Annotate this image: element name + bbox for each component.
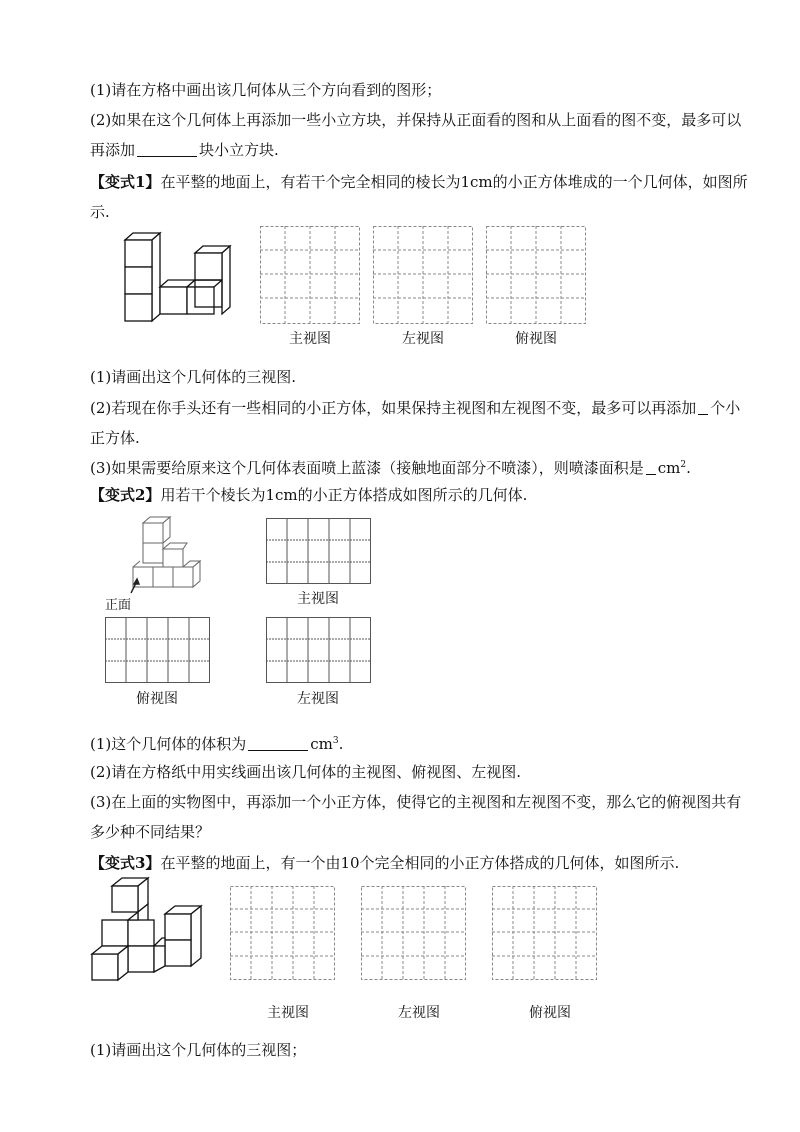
v1-grid-top[interactable]	[486, 226, 586, 324]
v2-front-label: 正面	[105, 598, 132, 613]
v2-q1-sup: 3	[332, 736, 339, 746]
v2-grid-top[interactable]	[105, 617, 210, 683]
v2-tag: 【变式2】	[90, 486, 161, 504]
v1-q1: (1)请画出这个几何体的三视图.	[90, 368, 297, 386]
v2-grid-front[interactable]	[266, 518, 371, 584]
v1-text-cont: 示.	[90, 203, 110, 221]
v1-caption-left: 左视图	[402, 331, 444, 347]
v2-grid-left[interactable]	[266, 617, 371, 683]
v2-q1-end: .	[338, 735, 344, 753]
intro-q1: (1)请在方格中画出该几何体从三个方向看到的图形；	[90, 81, 442, 99]
v1-q2-line2: 正方体.	[90, 429, 140, 447]
v2-q3-line2: 多少种不同结果？	[90, 823, 211, 841]
v3-grid-front[interactable]	[230, 886, 335, 980]
intro-q2-line1: (2)如果在这个几何体上再添加一些小立方块，并保持从正面看的图和从上面看的图不变，最多可以	[90, 111, 742, 129]
v2-solid-figure	[125, 515, 220, 595]
v1-q3-sup: 2	[680, 460, 687, 470]
v1-grid-front[interactable]	[260, 226, 360, 324]
answer-blank[interactable]	[698, 400, 708, 415]
v3-text: 在平整的地面上，有一个由10个完全相同的小正方体搭成的几何体，如图所示.	[160, 854, 680, 872]
intro-q2-pre: 再添加	[90, 141, 136, 159]
v1-q3-unit: cm	[657, 459, 681, 477]
v1-q3-pre: (3)如果需要给原来这个几何体表面喷上蓝漆（接触地面部分不喷漆），则喷漆面积是	[90, 459, 644, 477]
v1-q2-post: 个小	[710, 399, 741, 417]
v3-q1: (1)请画出这个几何体的三视图；	[90, 1041, 307, 1059]
intro-q2-line2	[90, 140, 279, 160]
v3-grid-left[interactable]	[361, 886, 466, 980]
v2-caption-top: 俯视图	[136, 691, 178, 707]
v2-q1-unit: cm	[310, 735, 333, 753]
v1-q2-pre: (2)若现在你手头还有一些相同的小正方体，如果保持主视图和左视图不变，最多可以再添加	[90, 399, 697, 417]
answer-blank[interactable]	[137, 142, 197, 157]
answer-blank[interactable]	[248, 736, 308, 751]
v2-text: 用若干个棱长为1cm的小正方体搭成如图所示的几何体.	[160, 486, 528, 504]
answer-blank[interactable]	[646, 460, 656, 475]
v1-tag: 【变式1】	[90, 173, 161, 191]
v3-tag: 【变式3】	[90, 854, 161, 872]
v2-heading	[90, 485, 527, 505]
v2-caption-front: 主视图	[297, 591, 339, 607]
v1-caption-front: 主视图	[289, 331, 331, 347]
v3-caption-left: 左视图	[398, 1005, 440, 1021]
v1-q3-end: .	[686, 459, 691, 477]
v1-caption-top: 俯视图	[515, 331, 557, 347]
v1-q3	[90, 455, 691, 478]
v1-grid-left[interactable]	[373, 226, 473, 324]
v3-caption-top: 俯视图	[529, 1005, 571, 1021]
v2-caption-left: 左视图	[297, 691, 339, 707]
v2-q2: (2)请在方格纸中用实线画出该几何体的主视图、俯视图、左视图.	[90, 763, 522, 781]
v1-q2-line1	[90, 398, 740, 418]
intro-q2-post: 块小立方块.	[199, 141, 279, 159]
v1-text: 在平整的地面上，有若干个完全相同的棱长为1cm的小正方体堆成的一个几何体，如图所	[160, 173, 748, 191]
v3-heading	[90, 853, 679, 873]
v2-q1-pre: (1)这个几何体的体积为	[90, 735, 247, 753]
v2-q3-line1: (3)在上面的实物图中，再添加一个小正方体，使得它的主视图和左视图不变，那么它的俯视图共有	[90, 793, 742, 811]
v3-grid-top[interactable]	[492, 886, 597, 980]
v1-solid-figure	[122, 230, 237, 325]
v1-heading	[90, 172, 748, 192]
v2-q1	[90, 731, 343, 754]
v3-solid-figure	[90, 876, 215, 986]
v3-caption-front: 主视图	[267, 1005, 309, 1021]
